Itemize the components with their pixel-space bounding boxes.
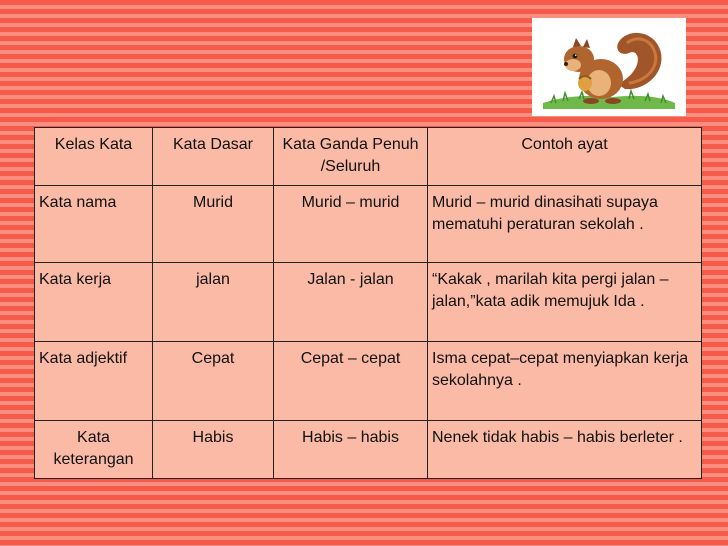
- cell-example: “Kakak , marilah kita pergi jalan – jalan,”kata adik memujuk Ida .: [428, 263, 702, 342]
- squirrel-image: [532, 18, 686, 116]
- header-example: Contoh ayat: [428, 128, 702, 186]
- word-class-table: [34, 127, 702, 479]
- header-double: Kata Ganda Penuh /Seluruh: [274, 128, 428, 186]
- cell-class: Kata keterangan: [35, 421, 153, 479]
- cell-class: Kata adjektif: [35, 342, 153, 421]
- table-row: [35, 421, 702, 479]
- header-class: Kelas Kata: [35, 128, 153, 186]
- squirrel-icon: [533, 19, 685, 115]
- cell-class: Kata kerja: [35, 263, 153, 342]
- table-row: [35, 186, 702, 263]
- cell-base: Habis: [153, 421, 274, 479]
- table-row: [35, 263, 702, 342]
- cell-base: jalan: [153, 263, 274, 342]
- table-header-row: [35, 128, 702, 186]
- cell-example: Murid – murid dinasihati supaya mematuhi peraturan sekolah .: [428, 186, 702, 263]
- cell-example: Nenek tidak habis – habis berleter .: [428, 421, 702, 479]
- cell-double: Cepat – cepat: [274, 342, 428, 421]
- cell-double: Murid – murid: [274, 186, 428, 263]
- cell-example: Isma cepat–cepat menyiapkan kerja sekolahnya .: [428, 342, 702, 421]
- header-base: Kata Dasar: [153, 128, 274, 186]
- table-row: [35, 342, 702, 421]
- cell-base: Cepat: [153, 342, 274, 421]
- cell-double: Habis – habis: [274, 421, 428, 479]
- cell-double: Jalan - jalan: [274, 263, 428, 342]
- cell-base: Murid: [153, 186, 274, 263]
- cell-class: Kata nama: [35, 186, 153, 263]
